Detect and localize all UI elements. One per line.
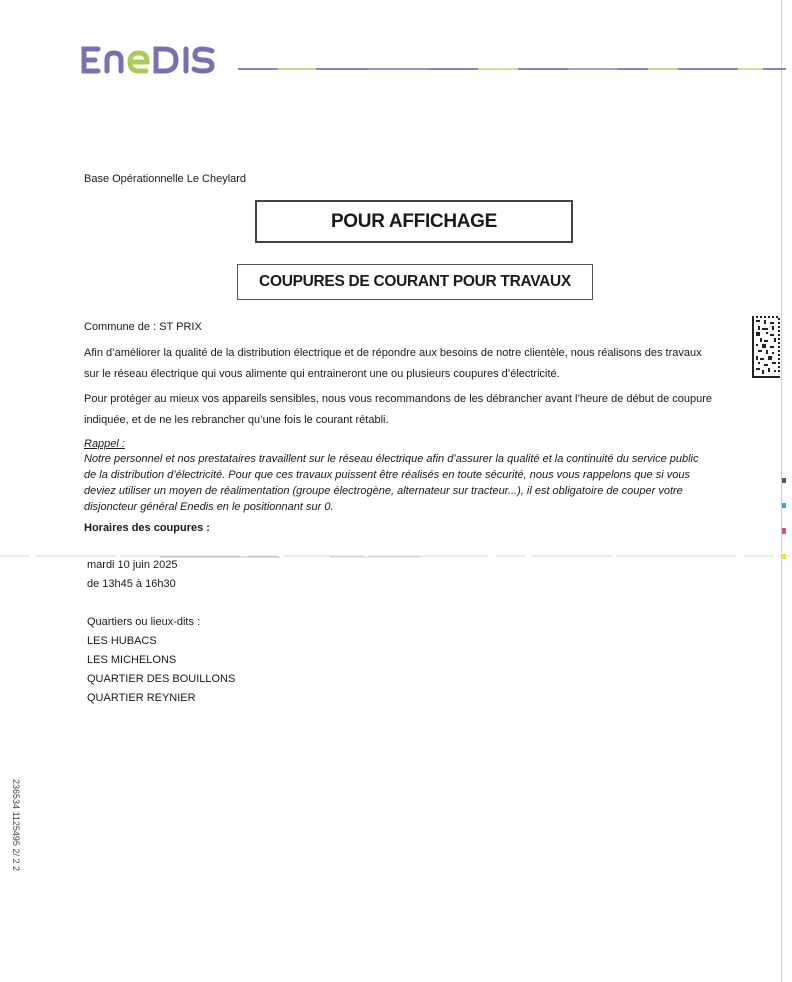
rappel-label: Rappel : (84, 438, 125, 450)
rappel-line2: de la distribution d’électricité. Pour que ces travaux puissent être réalisés en toute sécurité, nous vous rappelons que si vous (84, 469, 690, 481)
coupure-time: de 13h45 à 16h30 (87, 578, 176, 590)
rappel-line1: Notre personnel et nos prestataires travaillent sur le réseau électrique afin d’assurer la qualité et la continuité du service public (84, 453, 699, 465)
print-mark-magenta (782, 528, 786, 534)
paragraph2-line1: Pour protéger au mieux vos appareils sensibles, nous vous recommandons de les débrancher avant l’heure de début de coupure (84, 393, 712, 405)
commune: Commune de : ST PRIX (84, 321, 202, 333)
datamatrix-code (752, 316, 780, 378)
title-box-sub (237, 264, 593, 300)
print-mark-black (782, 478, 786, 483)
quartier-item: LES MICHELONS (87, 654, 177, 666)
paragraph1-line2: sur le réseau électrique qui vous alimente qui entraineront une ou plusieurs coupures d’électricité. (84, 368, 560, 380)
page-edge (781, 0, 782, 982)
paragraph1-line1: Afin d’améliorer la qualité de la distribution électrique et de répondre aux besoins de notre clientèle, nous réalisons des travaux (84, 347, 702, 359)
title-box-main (255, 200, 573, 243)
quartier-item: LES HUBACS (87, 635, 157, 647)
rappel-line4: disjoncteur général Enedis en le positionnant sur 0. (84, 501, 334, 513)
rappel-line3: deviez utiliser un moyen de réalimentation (groupe électrogène, alternateur sur tracteur...), il est obligatoire de couper votre (84, 485, 683, 497)
quartier-item: QUARTIER REYNIER (87, 692, 196, 704)
quartier-item: QUARTIER DES BOUILLONS (87, 673, 236, 685)
horaires-title: Horaires des coupures : (84, 522, 210, 534)
quartiers-title: Quartiers ou lieux-dits : (87, 616, 201, 628)
header-divider (238, 68, 786, 70)
base-operationnelle: Base Opérationnelle Le Cheylard (84, 173, 247, 185)
print-mark-yellow (782, 554, 786, 559)
side-print-code: 236534 1125495 2/ 2 2 (10, 779, 21, 871)
paragraph2-line2: indiquée, et de ne les rebrancher qu’une fois le courant rétabli. (84, 414, 389, 426)
title-main: POUR AFFICHAGE (330, 210, 498, 232)
coupure-date: mardi 10 juin 2025 (87, 559, 178, 571)
print-mark-cyan (782, 503, 786, 508)
title-sub: COUPURES DE COURANT POUR TRAVAUX (259, 273, 571, 290)
